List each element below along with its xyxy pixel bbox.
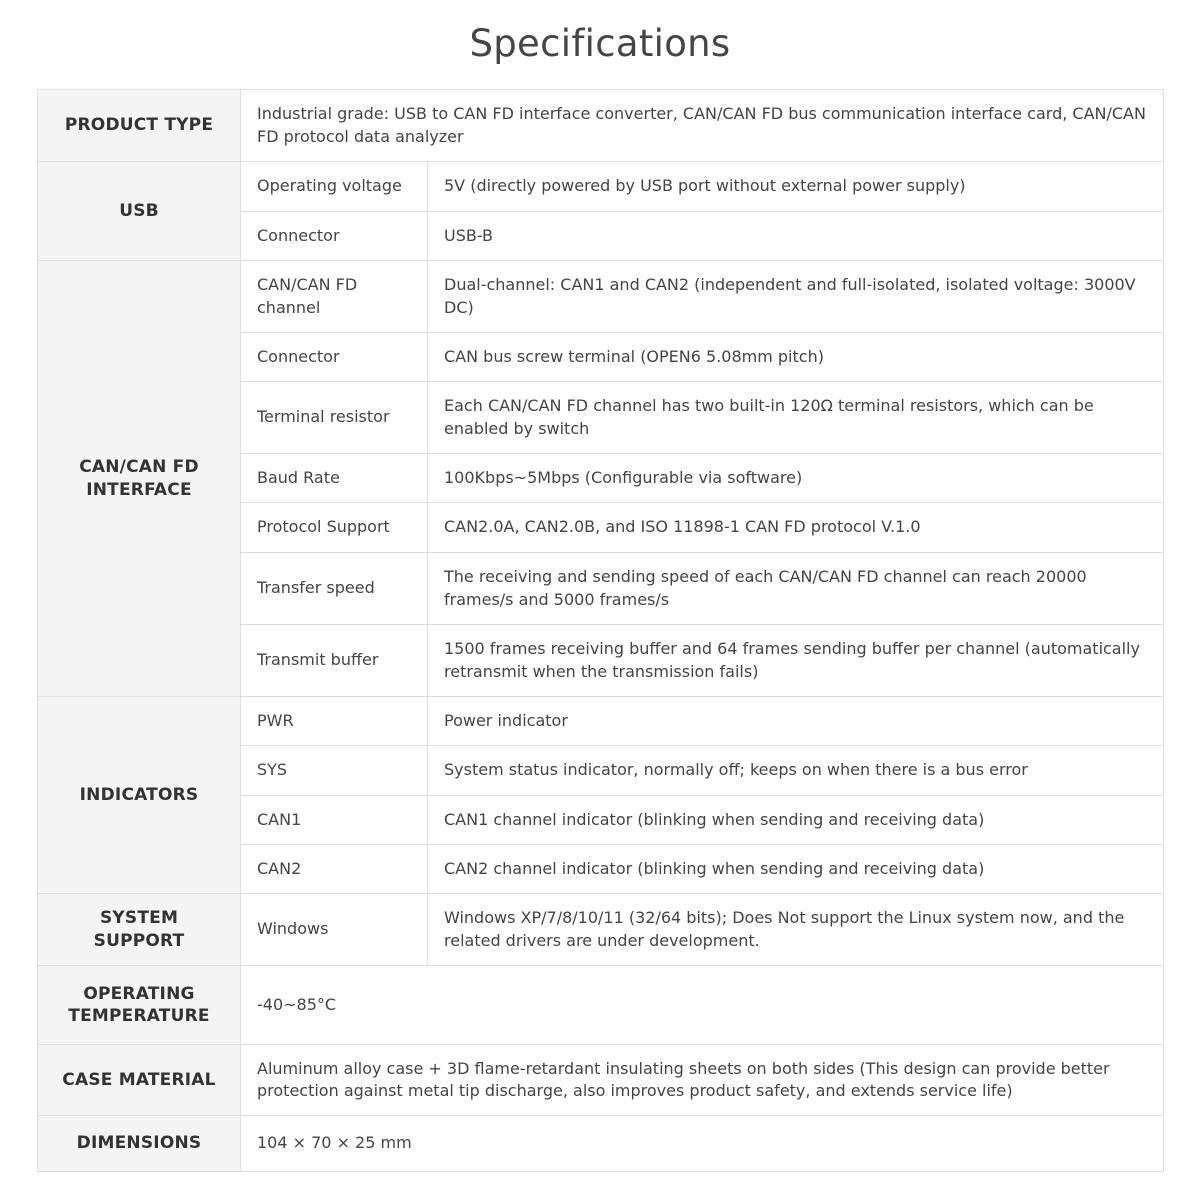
page-title: Specifications bbox=[469, 22, 731, 65]
spec-value: CAN bus screw terminal (OPEN6 5.08mm pitch) bbox=[428, 333, 1164, 382]
spec-key: CAN2 bbox=[241, 845, 428, 894]
spec-key: Protocol Support bbox=[241, 503, 428, 553]
spec-key: Transmit buffer bbox=[241, 625, 428, 697]
spec-row-can-channel bbox=[38, 261, 1164, 333]
spec-key: Connector bbox=[241, 212, 428, 261]
spec-key: Operating voltage bbox=[241, 162, 428, 212]
specifications-table bbox=[37, 89, 1164, 1172]
category-usb: USB bbox=[38, 162, 241, 261]
case-material-value: Aluminum alloy case + 3D flame-retardant insulating sheets on both sides (This design can provide better protection against metal tip discharge, also improves product safety, and extends service life) bbox=[241, 1045, 1164, 1116]
spec-key: Windows bbox=[241, 894, 428, 966]
category-dimensions: DIMENSIONS bbox=[38, 1116, 241, 1172]
category-indicators: INDICATORS bbox=[38, 697, 241, 894]
spec-key: Terminal resistor bbox=[241, 382, 428, 454]
spec-value: 5V (directly powered by USB port without external power supply) bbox=[428, 162, 1164, 212]
spec-key: Connector bbox=[241, 333, 428, 382]
spec-row-case-material bbox=[38, 1045, 1164, 1116]
spec-row-product-type bbox=[38, 90, 1164, 162]
spec-key: Transfer speed bbox=[241, 553, 428, 625]
spec-value: Windows XP/7/8/10/11 (32/64 bits); Does Not support the Linux system now, and the related drivers are under development. bbox=[428, 894, 1164, 966]
spec-value: Dual-channel: CAN1 and CAN2 (independent and full-isolated, isolated voltage: 3000V DC) bbox=[428, 261, 1164, 333]
spec-row-operating-temperature bbox=[38, 966, 1164, 1045]
category-system-support: SYSTEM SUPPORT bbox=[38, 894, 241, 966]
operating-temperature-value: -40~85°C bbox=[241, 966, 1164, 1045]
spec-value: 1500 frames receiving buffer and 64 frames sending buffer per channel (automatically retransmit when the transmission fails) bbox=[428, 625, 1164, 697]
spec-row-usb-voltage bbox=[38, 162, 1164, 212]
spec-row-dimensions bbox=[38, 1116, 1164, 1172]
spec-key: PWR bbox=[241, 697, 428, 746]
category-operating-temperature: OPERATING TEMPERATURE bbox=[38, 966, 241, 1045]
spec-value: CAN2 channel indicator (blinking when sending and receiving data) bbox=[428, 845, 1164, 894]
spec-key: SYS bbox=[241, 746, 428, 796]
category-can-interface: CAN/CAN FD INTERFACE bbox=[38, 261, 241, 697]
dimensions-value: 104 × 70 × 25 mm bbox=[241, 1116, 1164, 1172]
spec-value: The receiving and sending speed of each CAN/CAN FD channel can reach 20000 frames/s and 5000 frames/s bbox=[428, 553, 1164, 625]
category-case-material: CASE MATERIAL bbox=[38, 1045, 241, 1116]
spec-value: Each CAN/CAN FD channel has two built-in 120Ω terminal resistors, which can be enabled by switch bbox=[428, 382, 1164, 454]
spec-row-system-support bbox=[38, 894, 1164, 966]
spec-value: System status indicator, normally off; keeps on when there is a bus error bbox=[428, 746, 1164, 796]
spec-value: Power indicator bbox=[428, 697, 1164, 746]
spec-value: USB-B bbox=[428, 212, 1164, 261]
spec-value: 100Kbps~5Mbps (Configurable via software) bbox=[428, 454, 1164, 503]
spec-value: CAN2.0A, CAN2.0B, and ISO 11898-1 CAN FD protocol V.1.0 bbox=[428, 503, 1164, 553]
product-type-value: Industrial grade: USB to CAN FD interface converter, CAN/CAN FD bus communication interface card, CAN/CAN FD protocol data analyzer bbox=[241, 90, 1164, 162]
spec-row-pwr bbox=[38, 697, 1164, 746]
spec-key: Baud Rate bbox=[241, 454, 428, 503]
spec-key: CAN1 bbox=[241, 796, 428, 845]
spec-value: CAN1 channel indicator (blinking when sending and receiving data) bbox=[428, 796, 1164, 845]
category-product-type: PRODUCT TYPE bbox=[38, 90, 241, 162]
spec-key: CAN/CAN FD channel bbox=[241, 261, 428, 333]
